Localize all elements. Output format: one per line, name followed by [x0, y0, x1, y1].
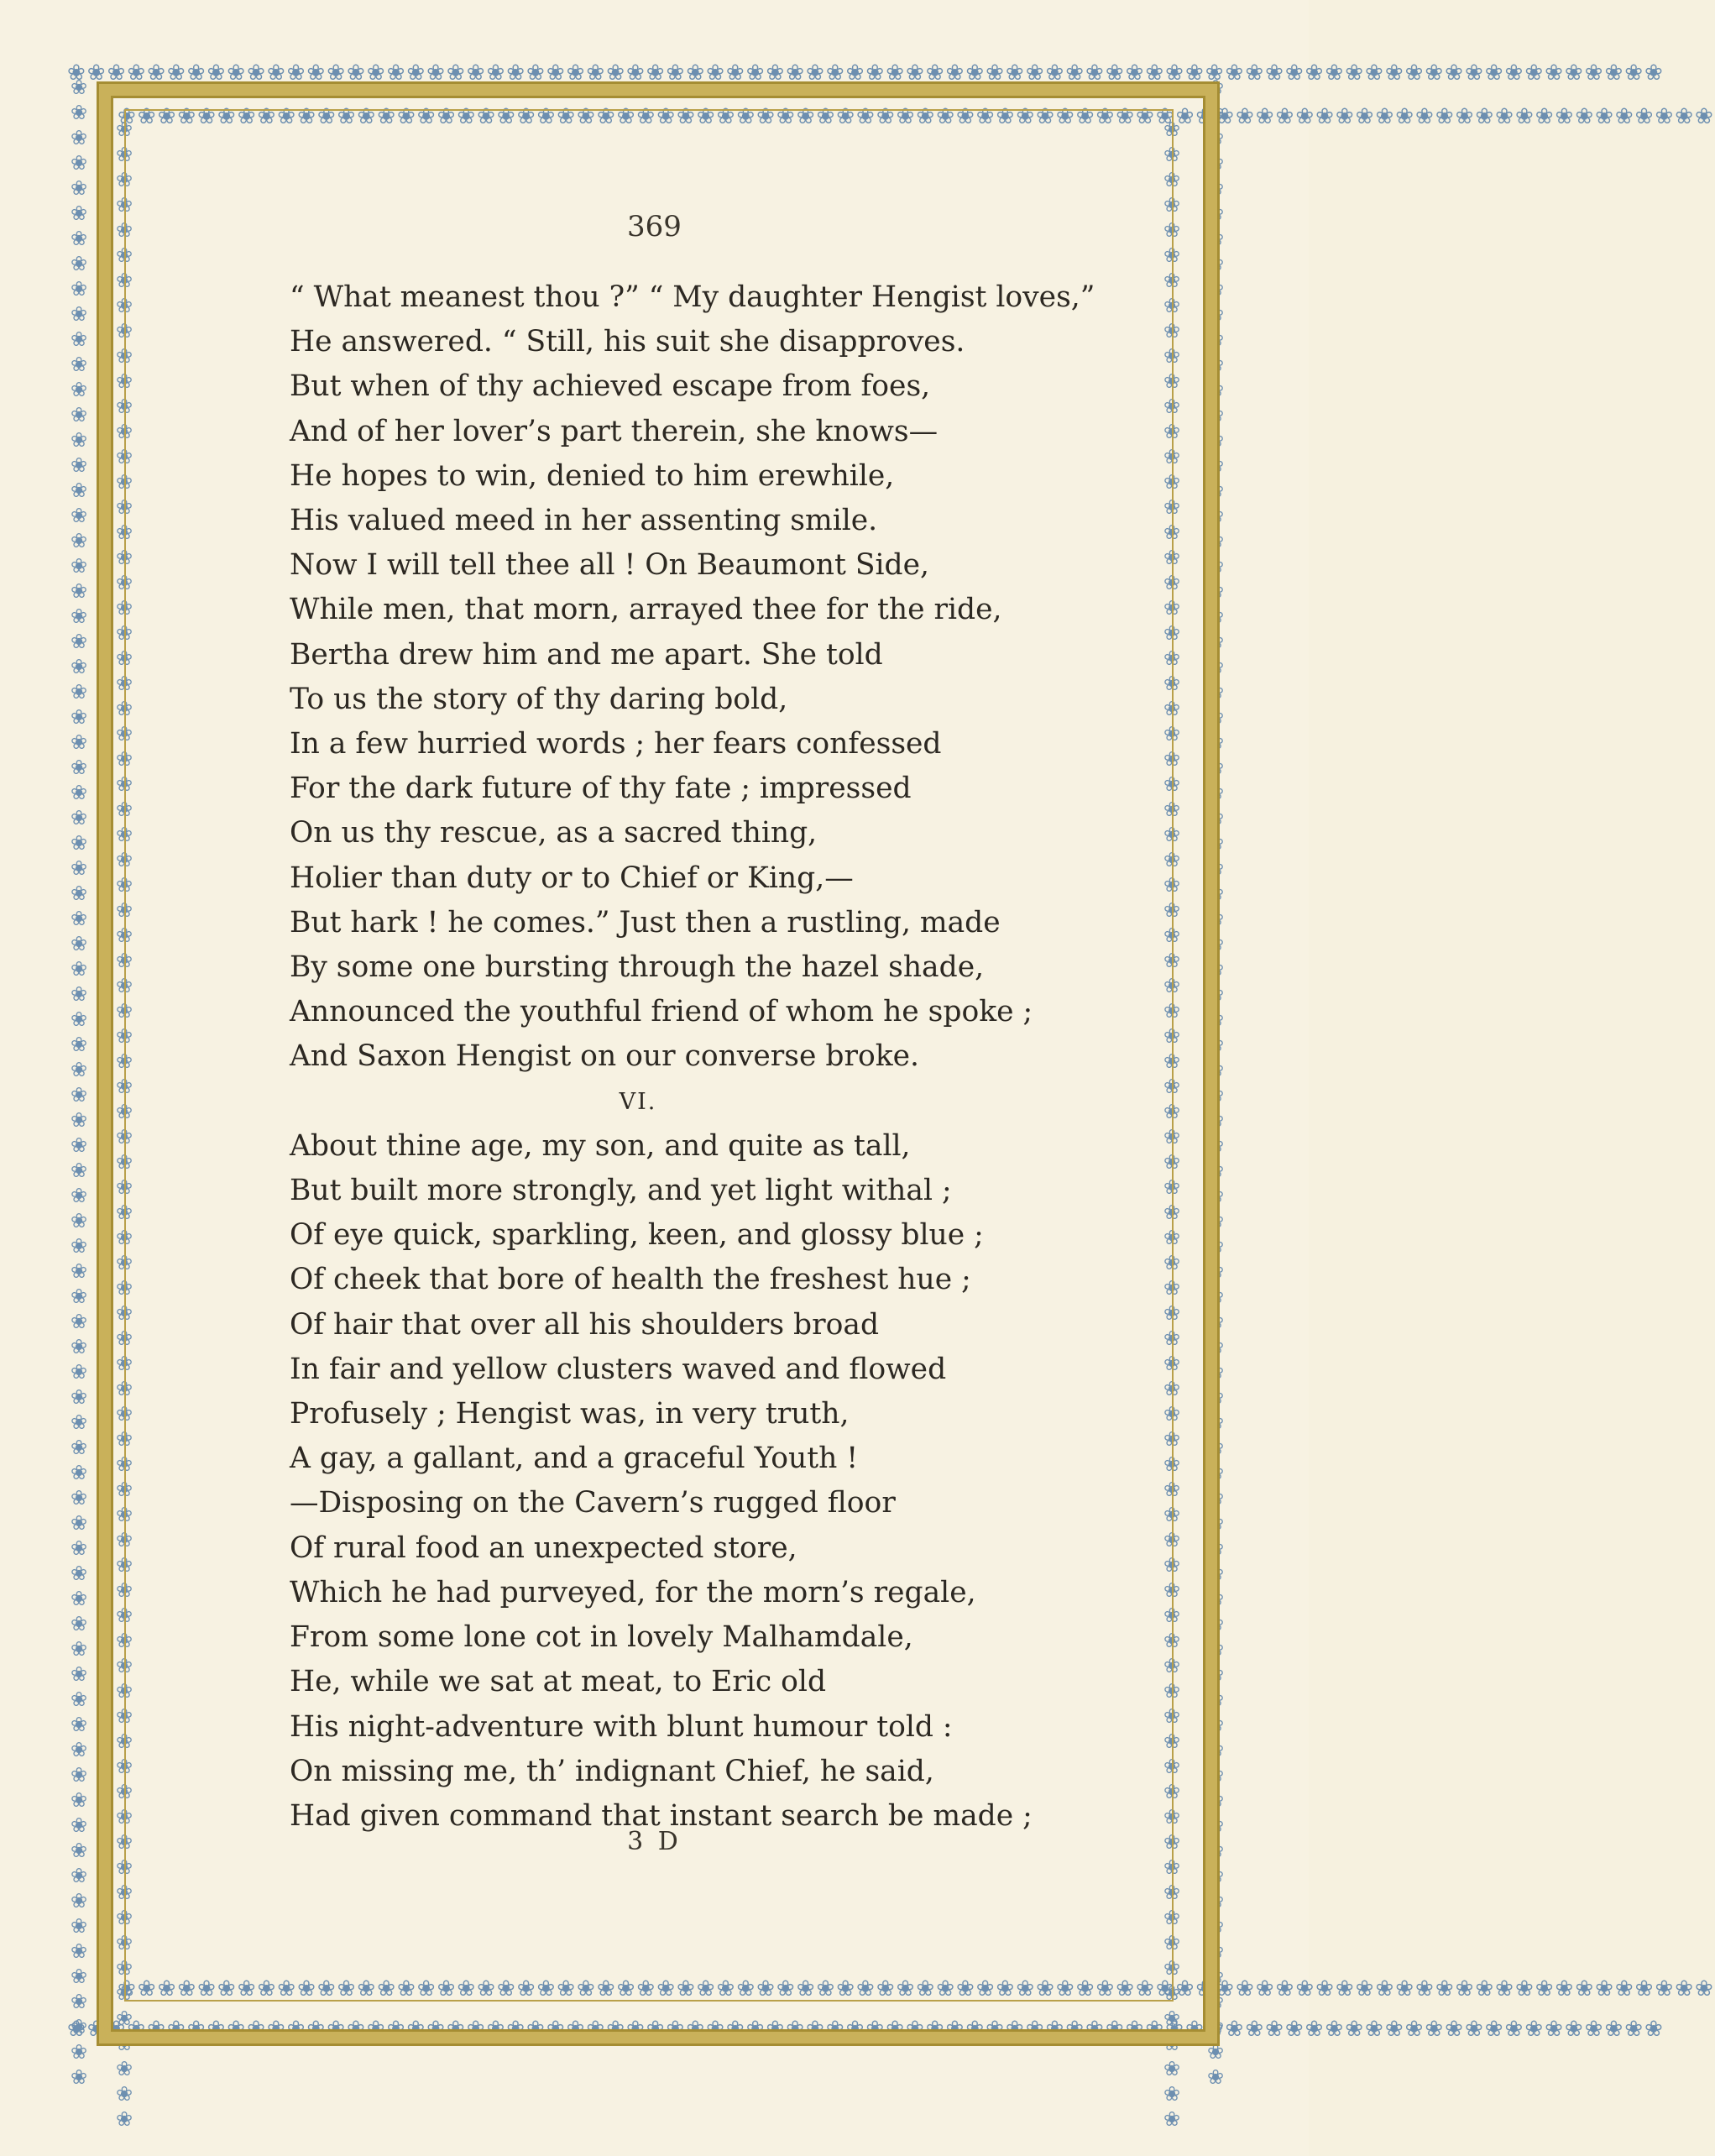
stanza-a — [290, 275, 1095, 1080]
poem-line: Holier than duty or to Chief or King,— — [290, 861, 854, 895]
signature-mark: 3 D — [627, 1827, 682, 1856]
poem-line: Which he had purveyed, for the morn’s regale, — [290, 1575, 976, 1609]
ornament-border-right-inner: ❀❀❀❀❀❀❀❀❀❀❀❀❀❀❀❀❀❀❀❀❀❀❀❀❀❀❀❀❀❀❀❀❀❀❀❀❀❀❀❀❀❀❀❀❀❀❀❀❀❀❀❀❀❀❀❀❀❀❀❀❀❀❀❀❀❀❀❀❀❀❀❀❀❀❀❀❀❀❀❀ — [1160, 118, 1184, 2132]
poem-line: He hopes to win, denied to him erewhile, — [290, 458, 895, 493]
poem-line: While men, that morn, arrayed thee for the ride, — [290, 593, 1002, 627]
poem-line: Announced the youthful friend of whom he spoke ; — [290, 995, 1033, 1029]
poem-line: And of her lover’s part therein, she knows— — [290, 414, 939, 448]
poem-line: Had given command that instant search be made ; — [290, 1798, 1033, 1833]
ornament-border-left-inner: ❀❀❀❀❀❀❀❀❀❀❀❀❀❀❀❀❀❀❀❀❀❀❀❀❀❀❀❀❀❀❀❀❀❀❀❀❀❀❀❀❀❀❀❀❀❀❀❀❀❀❀❀❀❀❀❀❀❀❀❀❀❀❀❀❀❀❀❀❀❀❀❀❀❀❀❀❀❀❀❀ — [112, 118, 136, 2132]
poem-line: To us the story of thy daring bold, — [290, 682, 788, 716]
poem-line: For the dark future of thy fate ; impressed — [290, 772, 912, 806]
poem-line: He, while we sat at meat, to Eric old — [290, 1665, 827, 1699]
poem-line: In fair and yellow clusters waved and flowed — [290, 1352, 947, 1386]
poem-line: But hark ! he comes.” Just then a rustling, made — [290, 905, 1001, 939]
poem-line: He answered. “ Still, his suit she disapproves. — [290, 325, 965, 359]
ornament-border-top-inner: ❀❀❀❀❀❀❀❀❀❀❀❀❀❀❀❀❀❀❀❀❀❀❀❀❀❀❀❀❀❀❀❀❀❀❀❀❀❀❀❀❀❀❀❀❀❀❀❀❀❀❀❀❀❀❀❀❀❀❀❀❀❀❀❀❀❀❀❀❀❀❀❀❀❀❀❀❀❀❀❀ — [118, 104, 1715, 129]
ornament-border-bottom: ❀❀❀❀❀❀❀❀❀❀❀❀❀❀❀❀❀❀❀❀❀❀❀❀❀❀❀❀❀❀❀❀❀❀❀❀❀❀❀❀❀❀❀❀❀❀❀❀❀❀❀❀❀❀❀❀❀❀❀❀❀❀❀❀❀❀❀❀❀❀❀❀❀❀❀❀❀❀❀❀ — [67, 2017, 1665, 2042]
section-number: VI. — [619, 1088, 657, 1115]
poem-line: On missing me, th’ indignant Chief, he said, — [290, 1754, 934, 1788]
poem-line: His valued meed in her assenting smile. — [290, 504, 878, 538]
poem-line: And Saxon Hengist on our converse broke. — [290, 1039, 920, 1074]
poem-line: By some one bursting through the hazel shade, — [290, 950, 985, 985]
poem-line: Profusely ; Hengist was, in very truth, — [290, 1397, 850, 1431]
poem-line: Bertha drew him and me apart. She told — [290, 637, 883, 672]
poem-line: “ What meanest thou ?” “ My daughter Hengist loves,” — [290, 280, 1095, 314]
poem-line: From some lone cot in lovely Malhamdale, — [290, 1620, 913, 1655]
poem-line: But when of thy achieved escape from foes, — [290, 369, 931, 404]
poem-line: In a few hurried words ; her fears confessed — [290, 727, 942, 761]
poem-line: Of rural food an unexpected store, — [290, 1531, 797, 1565]
poem-line: Of hair that over all his shoulders broad — [290, 1307, 880, 1342]
poem-line: A gay, a gallant, and a graceful Youth ! — [290, 1442, 859, 1476]
poem-line: On us thy rescue, as a sacred thing, — [290, 816, 818, 850]
poem-text — [290, 275, 1095, 1839]
poem-line: About thine age, my son, and quite as tall, — [290, 1128, 911, 1163]
poem-line: Of cheek that bore of health the freshest hue ; — [290, 1263, 971, 1297]
ornament-border-top: ❀❀❀❀❀❀❀❀❀❀❀❀❀❀❀❀❀❀❀❀❀❀❀❀❀❀❀❀❀❀❀❀❀❀❀❀❀❀❀❀❀❀❀❀❀❀❀❀❀❀❀❀❀❀❀❀❀❀❀❀❀❀❀❀❀❀❀❀❀❀❀❀❀❀❀❀❀❀❀❀ — [67, 60, 1665, 86]
poem-line: Now I will tell thee all ! On Beaumont Side, — [290, 548, 929, 583]
poem-line: Of eye quick, sparkling, keen, and glossy blue ; — [290, 1218, 984, 1253]
ornament-border-bottom-inner: ❀❀❀❀❀❀❀❀❀❀❀❀❀❀❀❀❀❀❀❀❀❀❀❀❀❀❀❀❀❀❀❀❀❀❀❀❀❀❀❀❀❀❀❀❀❀❀❀❀❀❀❀❀❀❀❀❀❀❀❀❀❀❀❀❀❀❀❀❀❀❀❀❀❀❀❀❀❀❀❀ — [118, 1976, 1715, 2002]
page-number: 369 — [627, 210, 682, 243]
poem-line: —Disposing on the Cavern’s rugged floor — [290, 1486, 896, 1520]
ornament-border-right: ❀❀❀❀❀❀❀❀❀❀❀❀❀❀❀❀❀❀❀❀❀❀❀❀❀❀❀❀❀❀❀❀❀❀❀❀❀❀❀❀❀❀❀❀❀❀❀❀❀❀❀❀❀❀❀❀❀❀❀❀❀❀❀❀❀❀❀❀❀❀❀❀❀❀❀❀❀❀❀❀ — [1204, 76, 1227, 2091]
poem-line: His night-adventure with blunt humour told : — [290, 1709, 953, 1744]
poem-line: But built more strongly, and yet light withal ; — [290, 1174, 952, 1208]
stanza-b — [290, 1124, 1062, 1839]
ornament-border-left: ❀❀❀❀❀❀❀❀❀❀❀❀❀❀❀❀❀❀❀❀❀❀❀❀❀❀❀❀❀❀❀❀❀❀❀❀❀❀❀❀❀❀❀❀❀❀❀❀❀❀❀❀❀❀❀❀❀❀❀❀❀❀❀❀❀❀❀❀❀❀❀❀❀❀❀❀❀❀❀❀ — [67, 76, 91, 2091]
